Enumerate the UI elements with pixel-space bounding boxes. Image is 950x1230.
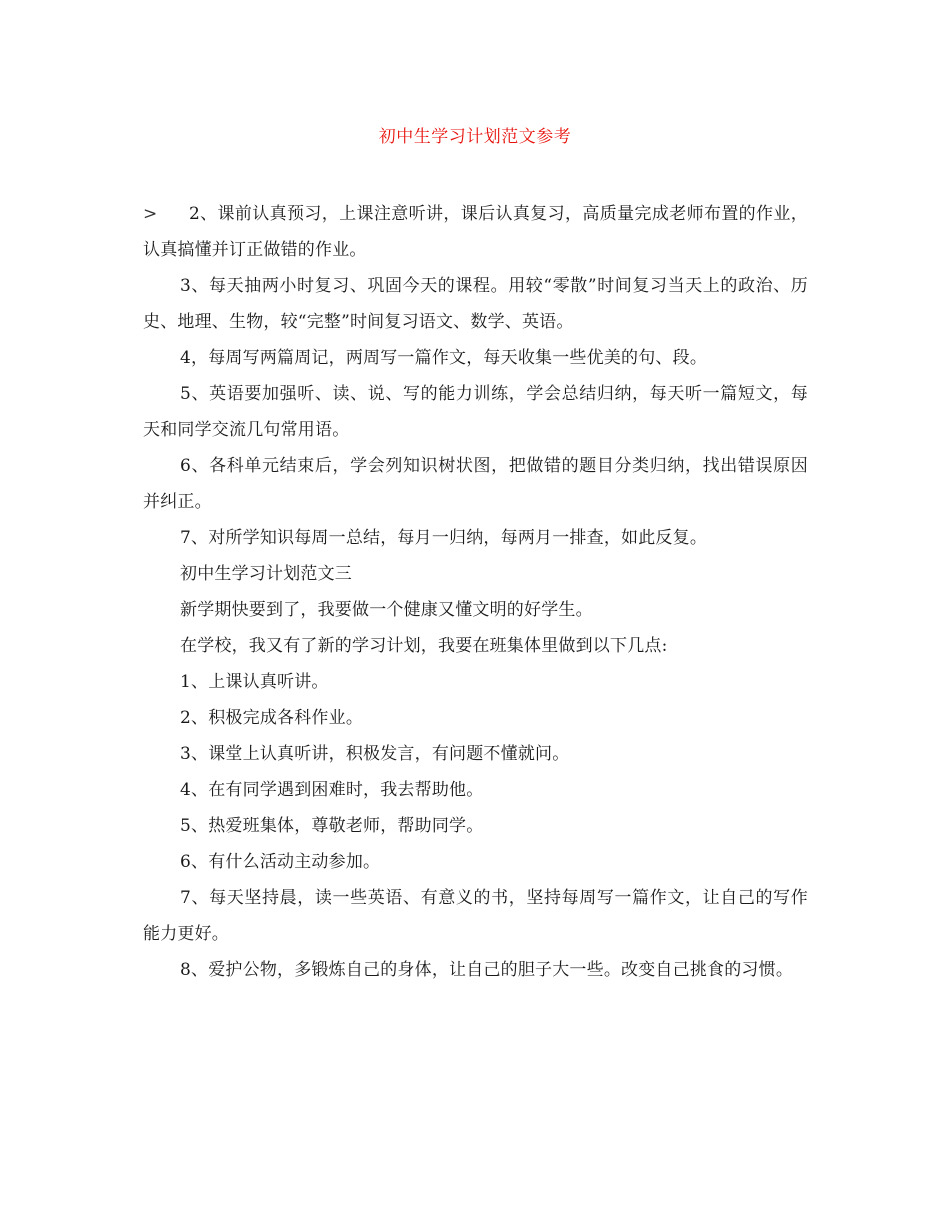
chevron-right-icon: > [143, 204, 158, 224]
paragraph-1 [143, 196, 808, 268]
paragraph-8: 在学校，我又有了新的学习计划，我要在班集体里做到以下几点: [180, 636, 668, 656]
list-item: 4、在有同学遇到困难时，我去帮助他。 [180, 780, 484, 800]
document-title: 初中生学习计划范文参考 [378, 127, 572, 147]
paragraph-2: 3、每天抽两小时复习、巩固今天的课程。用较“零散”时间复习当天上的政治、历史、地理、生物，较“完整”时间复习语文、数学、英语。 [143, 276, 808, 332]
list-item: 7、每天坚持晨，读一些英语、有意义的书，坚持每周写一篇作文，让自己的写作能力更好。 [143, 888, 808, 944]
list-item: 3、课堂上认真听讲，积极发言，有问题不懂就问。 [180, 744, 570, 764]
paragraph-6: 7、对所学知识每周一总结，每月一归纳，每两月一排查，如此反复。 [180, 528, 708, 548]
list-item: 6、有什么活动主动参加。 [180, 852, 381, 872]
paragraph-7: 新学期快要到了，我要做一个健康又懂文明的好学生。 [180, 600, 593, 620]
paragraph-5: 6、各科单元结束后，学会列知识树状图，把做错的题目分类归纳，找出错误原因并纠正。 [143, 456, 808, 512]
list-item: 1、上课认真听讲。 [180, 672, 329, 692]
list-item: 8、爱护公物，多锻炼自己的身体，让自己的胆子大一些。改变自己挑食的习惯。 [180, 960, 794, 980]
paragraph-3: 4，每周写两篇周记，两周写一篇作文，每天收集一些优美的句、段。 [180, 348, 708, 368]
list-item: 2、积极完成各科作业。 [180, 708, 364, 728]
document-body [143, 196, 808, 988]
paragraph-text: 2、课前认真预习，上课注意听讲，课后认真复习，高质量完成老师布置的作业，认真搞懂并订正做错的作业。 [143, 204, 808, 260]
list-item: 5、热爱班集体，尊敬老师，帮助同学。 [180, 816, 484, 836]
paragraph-4: 5、英语要加强听、读、说、写的能力训练，学会总结归纳，每天听一篇短文，每天和同学交流几句常用语。 [143, 384, 808, 440]
section-heading: 初中生学习计划范文三 [180, 564, 352, 584]
